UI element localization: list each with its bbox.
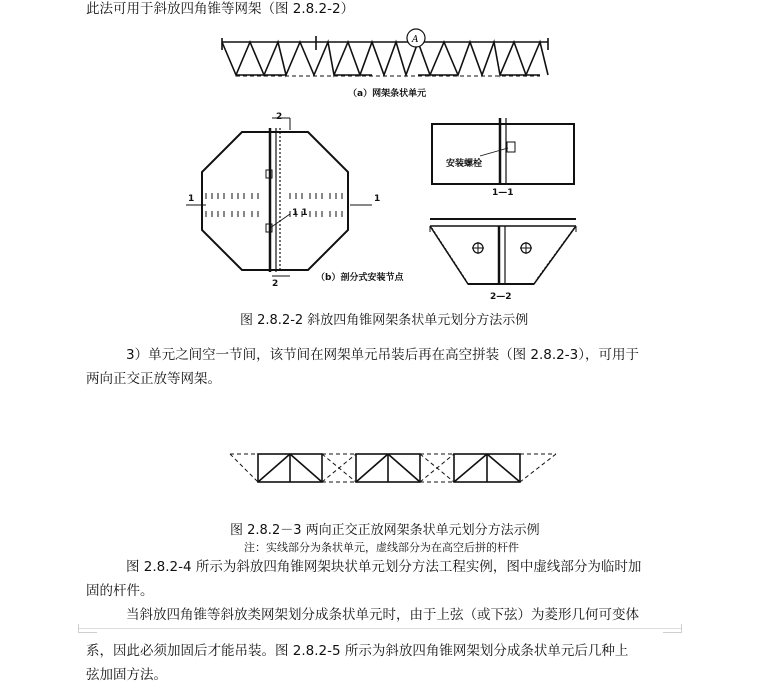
page-break-line	[78, 628, 682, 629]
figure-note-2-8-2-3: 注：实线部分为条状单元，虚线部分为在高空后拼的杆件	[244, 541, 519, 554]
intro-line: 此法可用于斜放四角锥等网架（图 2.8.2-2）	[86, 1, 355, 17]
bolt-label: 安装螺栓	[446, 159, 483, 169]
page-corner-right	[663, 624, 682, 633]
section-1-1-drawing	[432, 118, 574, 184]
paragraph-3-line1: 3）单元之间空一节间，该节间在网架单元吊装后再在高空拼装（图 2.8.2-3），可用于	[126, 347, 639, 363]
octagon-node-plan	[186, 118, 372, 276]
page-corner-left	[78, 624, 97, 633]
paragraph-5-line3: 弦加固方法。	[86, 667, 167, 683]
detail-mark: 1 1	[292, 208, 308, 218]
bolt-ticks	[206, 193, 342, 217]
section-mark-2-bottom: 2	[272, 279, 279, 289]
section-mark-1-right: 1	[374, 194, 381, 204]
figure-caption-2-8-2-2: 图 2.8.2-2 斜放四角锥网架条状单元划分方法示例	[240, 313, 529, 328]
fig-b-label: （b）剖分式安装节点	[316, 273, 404, 283]
truss-strip-a	[222, 36, 548, 75]
section-mark-2-top: 2	[276, 112, 283, 122]
section-2-2-drawing	[430, 219, 576, 284]
section-2-2-label: 2—2	[490, 292, 512, 302]
paragraph-4-line2: 固的杆件。	[86, 583, 154, 599]
section-1-1-label: 1—1	[492, 188, 514, 198]
detail-a-marker: A	[412, 35, 419, 45]
page-break	[78, 624, 682, 634]
paragraph-5-line2: 系，因此必须加固后才能吊装。图 2.8.2-5 所示为斜放四角锥网架划分成条状单元后几种上	[86, 643, 629, 659]
figure-caption-2-8-2-3: 图 2.8.2－3 两向正交正放网架条状单元划分方法示例	[230, 523, 540, 538]
figure-2-8-2-3-drawing	[230, 454, 556, 482]
fig-a-label: （a）网架条状单元	[348, 89, 427, 99]
paragraph-4-line1: 图 2.8.2-4 所示为斜放四角锥网架块状单元划分方法工程实例，图中虚线部分为临时加	[126, 559, 642, 575]
paragraph-3-line2: 两向正交正放等网架。	[86, 371, 221, 387]
paragraph-5-line1: 当斜放四角锥等斜放类网架划分成条状单元时，由于上弦（或下弦）为菱形几何可变体	[126, 607, 639, 623]
section-mark-1-left: 1	[188, 194, 195, 204]
